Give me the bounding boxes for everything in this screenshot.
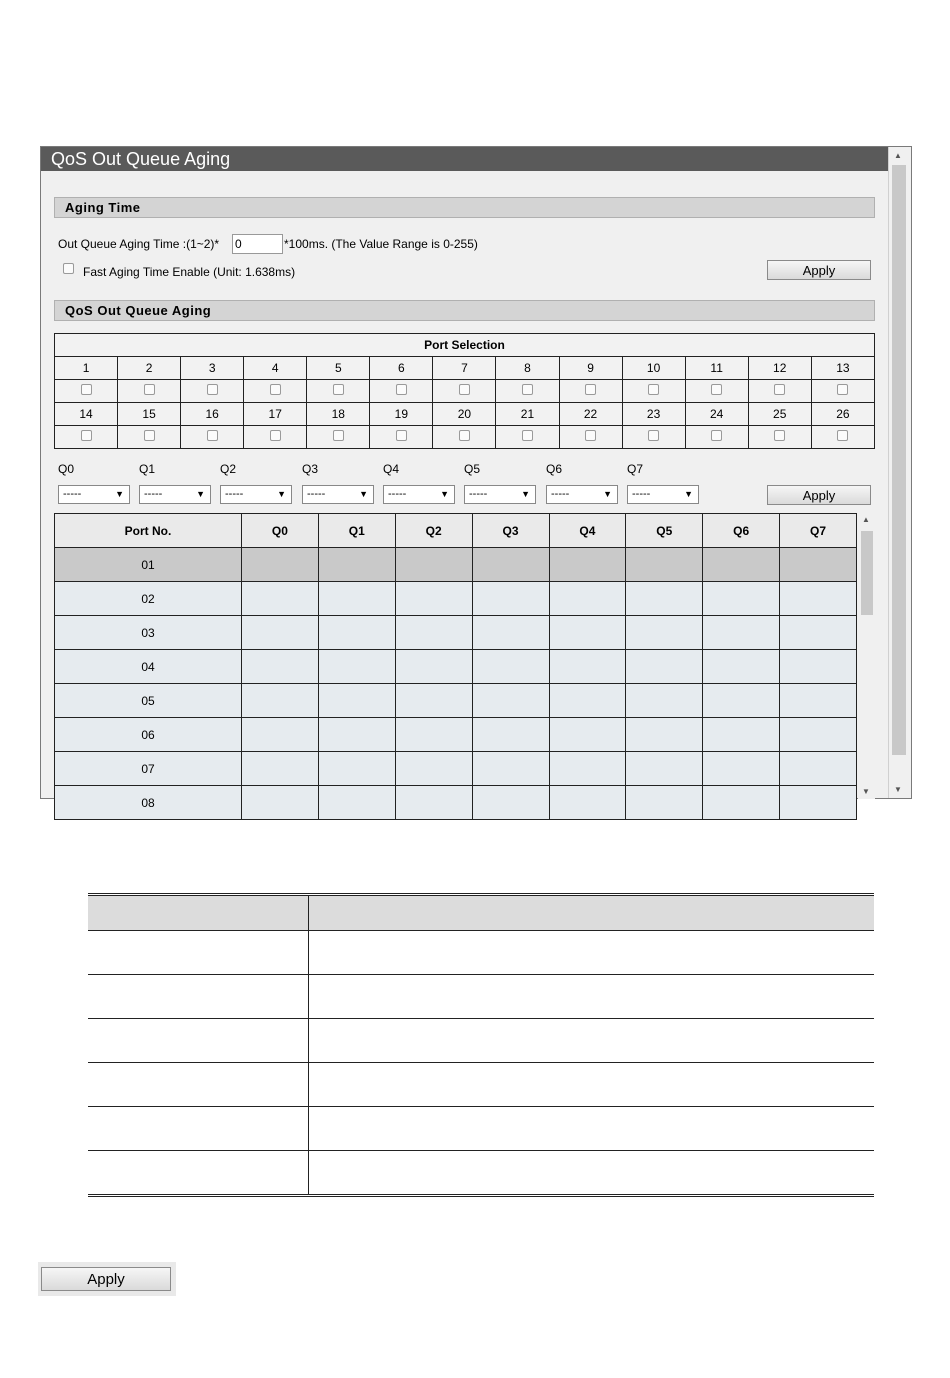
dropdown-arrow-icon: ▼ bbox=[359, 489, 368, 499]
queue-select-q3[interactable] bbox=[302, 485, 374, 504]
port-checkbox[interactable] bbox=[81, 384, 92, 395]
port-no-cell: 05 bbox=[55, 684, 242, 718]
table-row[interactable] bbox=[55, 582, 857, 616]
port-selection-title: Port Selection bbox=[55, 334, 875, 357]
queue-select-value: ----- bbox=[388, 488, 407, 500]
q7-header: Q7 bbox=[780, 514, 857, 548]
queue-select-value: ----- bbox=[63, 488, 82, 500]
port-label: 2 bbox=[118, 357, 181, 380]
port-no-cell: 08 bbox=[55, 786, 242, 820]
port-label: 9 bbox=[559, 357, 622, 380]
dropdown-arrow-icon: ▼ bbox=[196, 489, 205, 499]
q3-header: Q3 bbox=[472, 514, 549, 548]
desc-row bbox=[88, 1151, 874, 1196]
port-label: 7 bbox=[433, 357, 496, 380]
port-label: 13 bbox=[811, 357, 874, 380]
queue-label-q3: Q3 bbox=[302, 462, 319, 476]
queue-label-q1: Q1 bbox=[139, 462, 156, 476]
table-scroll-down-icon[interactable]: ▼ bbox=[862, 787, 870, 796]
port-label: 22 bbox=[559, 403, 622, 426]
port-no-cell: 04 bbox=[55, 650, 242, 684]
port-label: 18 bbox=[307, 403, 370, 426]
table-row[interactable] bbox=[55, 548, 857, 582]
table-scroll-up-icon[interactable]: ▲ bbox=[862, 515, 870, 524]
q4-header: Q4 bbox=[549, 514, 626, 548]
queue-select-q6[interactable] bbox=[546, 485, 618, 504]
desc-row bbox=[88, 1063, 874, 1107]
queue-select-value: ----- bbox=[469, 488, 488, 500]
fast-aging-checkbox[interactable] bbox=[63, 263, 74, 274]
port-checkbox[interactable] bbox=[522, 430, 533, 441]
aging-time-label: Out Queue Aging Time :(1~2)* bbox=[58, 237, 220, 251]
queue-apply-button[interactable]: Apply bbox=[767, 485, 871, 505]
dropdown-arrow-icon: ▼ bbox=[603, 489, 612, 499]
queue-label-q2: Q2 bbox=[220, 462, 237, 476]
table-scrollbar[interactable] bbox=[858, 513, 875, 799]
port-checkbox[interactable] bbox=[207, 430, 218, 441]
table-row[interactable] bbox=[55, 752, 857, 786]
queue-select-value: ----- bbox=[632, 488, 651, 500]
table-scroll-thumb[interactable] bbox=[861, 531, 873, 615]
queue-select-value: ----- bbox=[551, 488, 570, 500]
port-no-header: Port No. bbox=[55, 514, 242, 548]
port-checkbox[interactable] bbox=[396, 384, 407, 395]
port-label: 16 bbox=[181, 403, 244, 426]
scroll-down-icon[interactable]: ▼ bbox=[894, 785, 902, 794]
desc-row bbox=[88, 1107, 874, 1151]
port-checkbox[interactable] bbox=[81, 430, 92, 441]
port-label: 20 bbox=[433, 403, 496, 426]
port-checkbox[interactable] bbox=[333, 430, 344, 441]
port-no-cell: 01 bbox=[55, 548, 242, 582]
queue-select-q7[interactable] bbox=[627, 485, 699, 504]
port-checkbox[interactable] bbox=[333, 384, 344, 395]
queue-select-q4[interactable] bbox=[383, 485, 455, 504]
queue-select-value: ----- bbox=[225, 488, 244, 500]
port-label: 11 bbox=[685, 357, 748, 380]
port-checkbox[interactable] bbox=[774, 430, 785, 441]
port-selection-table bbox=[54, 333, 875, 449]
desc-row bbox=[88, 975, 874, 1019]
port-checkbox[interactable] bbox=[270, 384, 281, 395]
apply-button-sample bbox=[38, 1262, 176, 1296]
port-checkbox[interactable] bbox=[711, 430, 722, 441]
port-no-cell: 02 bbox=[55, 582, 242, 616]
aging-time-section-header: Aging Time bbox=[54, 197, 875, 218]
dropdown-arrow-icon: ▼ bbox=[277, 489, 286, 499]
port-no-cell: 03 bbox=[55, 616, 242, 650]
port-label: 21 bbox=[496, 403, 559, 426]
port-label: 24 bbox=[685, 403, 748, 426]
q2-header: Q2 bbox=[395, 514, 472, 548]
port-checkbox[interactable] bbox=[522, 384, 533, 395]
queue-label-q0: Q0 bbox=[58, 462, 75, 476]
port-no-cell: 07 bbox=[55, 752, 242, 786]
fast-aging-label: Fast Aging Time Enable (Unit: 1.638ms) bbox=[83, 265, 296, 279]
port-label: 6 bbox=[370, 357, 433, 380]
port-checkbox[interactable] bbox=[585, 430, 596, 441]
window-title: QoS Out Queue Aging bbox=[41, 147, 890, 171]
port-checkbox[interactable] bbox=[207, 384, 218, 395]
port-label: 26 bbox=[811, 403, 874, 426]
port-checkbox[interactable] bbox=[711, 384, 722, 395]
table-row[interactable] bbox=[55, 786, 857, 820]
aging-time-unit-label: *100ms. (The Value Range is 0-255) bbox=[284, 237, 478, 251]
queue-select-q2[interactable] bbox=[220, 485, 292, 504]
queue-label-q4: Q4 bbox=[383, 462, 400, 476]
queue-label-q5: Q5 bbox=[464, 462, 481, 476]
queue-select-value: ----- bbox=[144, 488, 163, 500]
desc-header-cell bbox=[88, 895, 309, 931]
port-label: 5 bbox=[307, 357, 370, 380]
queue-label-q6: Q6 bbox=[546, 462, 563, 476]
port-label: 19 bbox=[370, 403, 433, 426]
port-checkbox[interactable] bbox=[774, 384, 785, 395]
port-checkbox[interactable] bbox=[585, 384, 596, 395]
port-checkbox[interactable] bbox=[459, 384, 470, 395]
q5-header: Q5 bbox=[626, 514, 703, 548]
port-label: 8 bbox=[496, 357, 559, 380]
dropdown-arrow-icon: ▼ bbox=[440, 489, 449, 499]
description-table bbox=[88, 893, 874, 1197]
aging-apply-button[interactable]: Apply bbox=[767, 260, 871, 280]
desc-header-cell bbox=[309, 895, 875, 931]
port-label: 15 bbox=[118, 403, 181, 426]
port-checkbox[interactable] bbox=[648, 430, 659, 441]
queue-select-q5[interactable] bbox=[464, 485, 536, 504]
queue-label-q7: Q7 bbox=[627, 462, 644, 476]
port-label: 4 bbox=[244, 357, 307, 380]
dropdown-arrow-icon: ▼ bbox=[115, 489, 124, 499]
port-checkbox[interactable] bbox=[144, 430, 155, 441]
queue-select-q0[interactable] bbox=[58, 485, 130, 504]
window-scrollbar[interactable] bbox=[888, 147, 911, 798]
scroll-up-icon[interactable]: ▲ bbox=[894, 151, 902, 160]
port-checkbox[interactable] bbox=[396, 430, 407, 441]
port-label: 10 bbox=[622, 357, 685, 380]
aging-time-input[interactable]: 0 bbox=[232, 234, 283, 254]
port-label: 3 bbox=[181, 357, 244, 380]
port-label: 25 bbox=[748, 403, 811, 426]
port-queue-table bbox=[54, 513, 857, 820]
q0-header: Q0 bbox=[242, 514, 319, 548]
port-label: 23 bbox=[622, 403, 685, 426]
q1-header: Q1 bbox=[318, 514, 395, 548]
queue-aging-section-header: QoS Out Queue Aging bbox=[54, 300, 875, 321]
dropdown-arrow-icon: ▼ bbox=[521, 489, 530, 499]
queue-select-q1[interactable] bbox=[139, 485, 211, 504]
table-row[interactable] bbox=[55, 616, 857, 650]
table-row[interactable] bbox=[55, 718, 857, 752]
qos-out-queue-aging-window bbox=[40, 146, 912, 810]
table-row[interactable] bbox=[55, 650, 857, 684]
port-label: 17 bbox=[244, 403, 307, 426]
table-row[interactable] bbox=[55, 684, 857, 718]
port-no-cell: 06 bbox=[55, 718, 242, 752]
port-label: 14 bbox=[55, 403, 118, 426]
port-checkbox[interactable] bbox=[459, 430, 470, 441]
desc-row bbox=[88, 1019, 874, 1063]
port-label: 12 bbox=[748, 357, 811, 380]
port-checkbox[interactable] bbox=[144, 384, 155, 395]
q6-header: Q6 bbox=[703, 514, 780, 548]
port-checkbox[interactable] bbox=[270, 430, 281, 441]
bottom-apply-button[interactable]: Apply bbox=[41, 1267, 171, 1291]
dropdown-arrow-icon: ▼ bbox=[684, 489, 693, 499]
port-checkbox[interactable] bbox=[837, 430, 848, 441]
port-checkbox[interactable] bbox=[648, 384, 659, 395]
port-label: 1 bbox=[55, 357, 118, 380]
window-scroll-thumb[interactable] bbox=[892, 165, 906, 755]
desc-row bbox=[88, 931, 874, 975]
port-checkbox[interactable] bbox=[837, 384, 848, 395]
queue-select-value: ----- bbox=[307, 488, 326, 500]
